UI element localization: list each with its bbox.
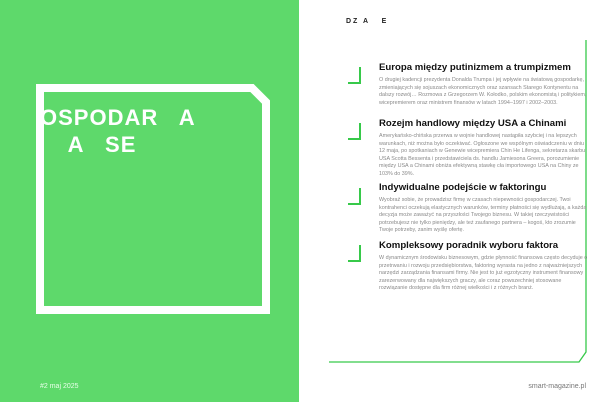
left-page-cover — [0, 0, 299, 402]
cover-frame — [0, 0, 299, 402]
article-summary: Wyobraź sobie, że prowadzisz firmę w czasach niepewności gospodarczej. Twoi kontrahenci oczekują elastycznych warunków, terminy płatności się wydłużają, a każda decyzja może zaważyć na przyszłości Twojego biznesu. W takiej rzeczywistości potrzebujesz nie tylko pieniędzy, ale też zaufanego partnera – kogoś, kto zrozumie Twoje potrzeby, zanim wyślę ofertę. — [379, 197, 587, 233]
article-summary: O drugiej kadencji prezydenta Donalda Trumpa i jej wpływie na światową gospodarkę, zmieniających się sojuszach ekonomicznych oraz szansach Starego Kontynentu na dalszy rozwój… Rozmowa z Grzegorzem W. Kołodko, polskim ekonomistą i politykiem, wicepremierem oraz ministrem finansów w latach 1994–1997 i 2002–2003. — [379, 77, 587, 106]
article-title[interactable]: Rozejm handlowy między USA a Chinami — [379, 118, 567, 129]
article-summary: W dynamicznym środowisku biznesowym, gdzie płynność finansowa często decyduje o przetrwaniu i rozwoju przedsiębiorstwa, faktoring wyrasta na jedno z najważniejszych narzędzi zarządzania finansami firmy. Nie jest to już egzotyczny instrument finansowy zarezerwowany dla największych graczy, ale coraz powszechniej stosowane rozwiązanie dostępne dla firm różnej wielkości i z różnych branż. — [379, 255, 588, 291]
article-summary: Amerykańsko-chińska przerwa w wojnie handlowej nastąpiła szybciej i na lepszych warunkach, niż można było oczekiwać. Ogłoszone we wspólnym oświadczeniu w dniu 12 maja, po spotkaniach w Genewie wicepremiera Chin He Lifenga, sekretarza skarbu USA Scotta Bessenta i przedstawiciela ds. handlu Jamiesona Greera, porozumienie między USA a Chinami obniża efektywną stawkę cła importowego USA na Chiny ze 103% do 39%. — [379, 133, 586, 177]
article-bracket-icon — [346, 243, 364, 265]
article-bracket-icon — [346, 65, 364, 87]
article-bracket-icon — [346, 186, 364, 208]
article-bracket-icon — [346, 121, 364, 143]
right-page-contents — [299, 0, 600, 402]
website-footer[interactable]: smart-magazine.pl — [528, 383, 586, 390]
article-title[interactable]: Kompleksowy poradnik wyboru faktora — [379, 240, 559, 251]
article-title[interactable]: Europa między putinizmem a trumpizmem — [379, 62, 571, 73]
cover-title: OSPODAR A A SE — [40, 105, 196, 157]
section-label: DZ A E — [346, 18, 389, 25]
article-title[interactable]: Indywidualne podejście w faktoringu — [379, 182, 547, 193]
article-item[interactable] — [379, 118, 589, 178]
article-item[interactable] — [379, 62, 589, 107]
issue-date-footer: #2 maj 2025 — [40, 383, 79, 390]
article-item[interactable] — [379, 182, 589, 235]
article-item[interactable] — [379, 240, 589, 293]
